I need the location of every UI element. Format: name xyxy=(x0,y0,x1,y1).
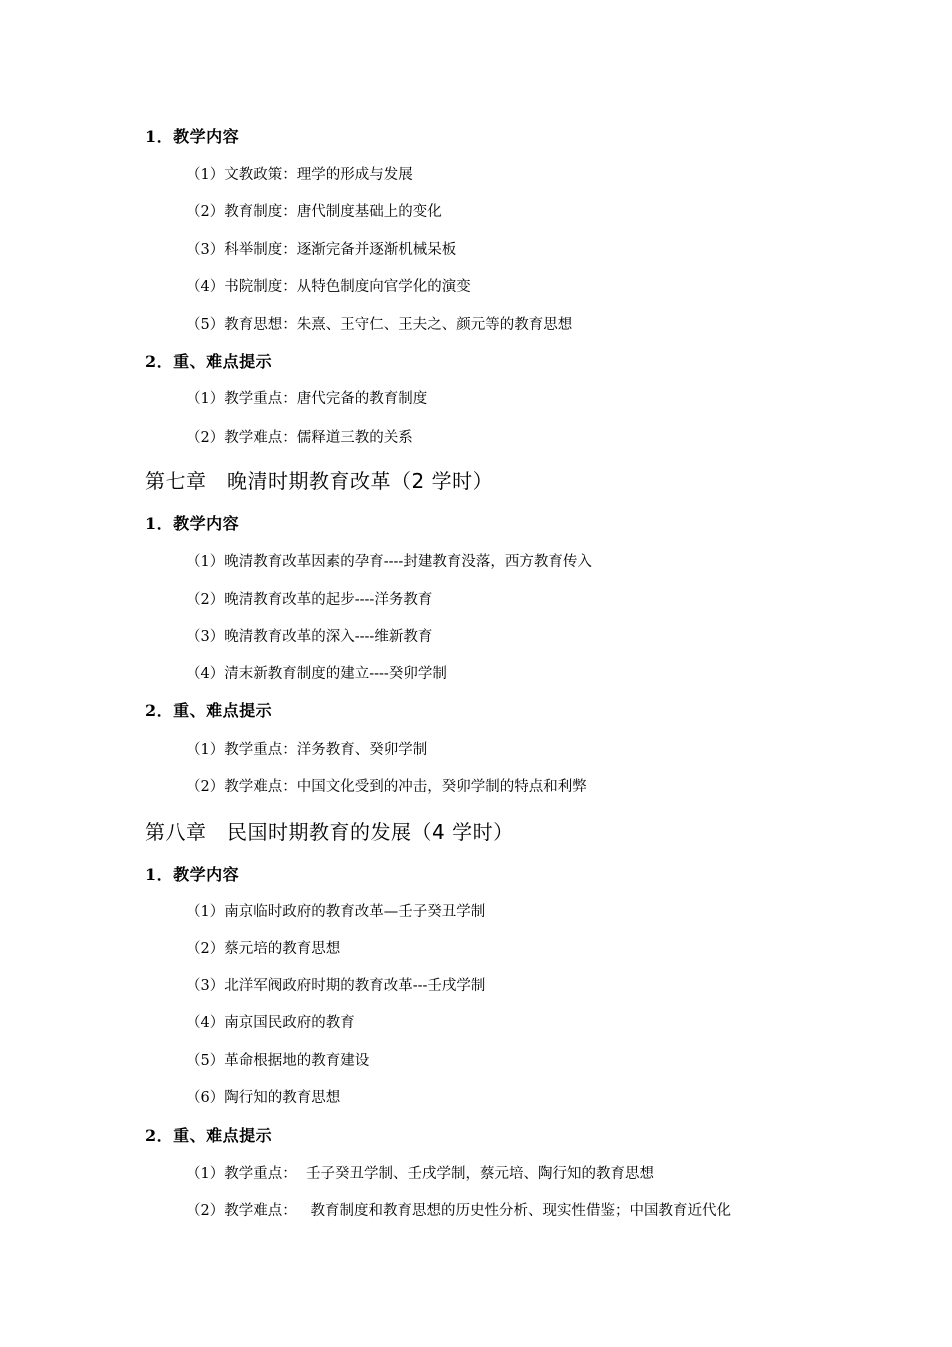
list-item: （2）教学难点：儒释道三教的关系 xyxy=(186,430,413,446)
section-heading-teaching-content: 1．教学内容 xyxy=(145,514,240,533)
list-item: （2）蔡元培的教育思想 xyxy=(186,941,341,957)
section-heading-key-points: 2．重、难点提示 xyxy=(145,352,273,371)
section-heading-teaching-content: 1．教学内容 xyxy=(145,865,240,884)
list-item: （2）教学难点：中国文化受到的冲击，癸卯学制的特点和利弊 xyxy=(186,779,587,795)
list-item: （1）晚清教育改革因素的孕育----封建教育没落，西方教育传入 xyxy=(186,554,592,570)
list-item: （3）晚清教育改革的深入----维新教育 xyxy=(186,629,433,645)
list-item: （2）晚清教育改革的起步----洋务教育 xyxy=(186,592,433,608)
list-item: （5）革命根据地的教育建设 xyxy=(186,1053,370,1069)
list-item: （4）书院制度：从特色制度向官学化的演变 xyxy=(186,279,471,295)
chapter-title-8: 第八章 民国时期教育的发展（4 学时） xyxy=(145,820,514,844)
list-item: （3）科举制度：逐渐完备并逐渐机械呆板 xyxy=(186,242,457,258)
section-heading-key-points: 2．重、难点提示 xyxy=(145,1126,273,1145)
section-heading-key-points: 2．重、难点提示 xyxy=(145,701,273,720)
list-item: （5）教育思想：朱熹、王守仁、王夫之、颜元等的教育思想 xyxy=(186,317,573,333)
section-heading-teaching-content: 1．教学内容 xyxy=(145,127,240,146)
list-item: （2）教育制度：唐代制度基础上的变化 xyxy=(186,204,442,220)
list-item: （1）教学重点：洋务教育、癸卯学制 xyxy=(186,742,428,758)
list-item: （4）南京国民政府的教育 xyxy=(186,1015,355,1031)
list-item: （2）教学难点： 教育制度和教育思想的历史性分析、现实性借鉴；中国教育近代化 xyxy=(186,1203,732,1219)
list-item: （6）陶行知的教育思想 xyxy=(186,1090,341,1106)
list-item: （1）南京临时政府的教育改革—壬子癸丑学制 xyxy=(186,904,486,920)
chapter-title-7: 第七章 晚清时期教育改革（2 学时） xyxy=(145,469,494,493)
list-item: （1）教学重点： 壬子癸丑学制、壬戌学制，蔡元培、陶行知的教育思想 xyxy=(186,1166,654,1182)
list-item: （4）清末新教育制度的建立----癸卯学制 xyxy=(186,666,447,682)
list-item: （1）教学重点：唐代完备的教育制度 xyxy=(186,391,428,407)
list-item: （3）北洋军阀政府时期的教育改革---壬戌学制 xyxy=(186,978,486,994)
list-item: （1）文教政策：理学的形成与发展 xyxy=(186,167,413,183)
